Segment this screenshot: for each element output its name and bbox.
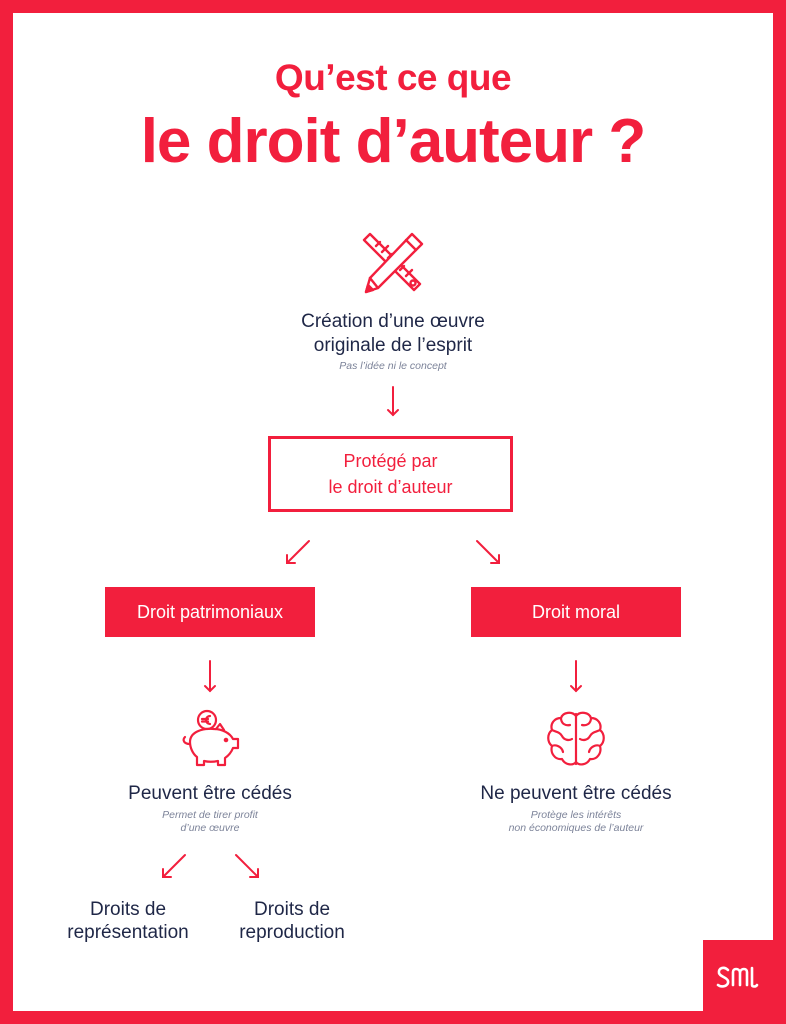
representation-rights-line-2: représentation xyxy=(67,922,189,943)
protected-box-line-2: le droit d’auteur xyxy=(328,477,453,497)
title-line-2: le droit d’auteur ? xyxy=(140,107,646,176)
left-note-line-2: d’une œuvre xyxy=(180,822,240,834)
arrow-down-left-icon xyxy=(282,538,312,568)
left-note-line-1: Permet de tirer profit xyxy=(162,809,258,821)
logo-badge xyxy=(703,940,773,1011)
arrow-down-right-icon xyxy=(474,538,504,568)
representation-rights-line-1: Droits de xyxy=(89,899,167,920)
arrow-down-icon xyxy=(385,386,401,418)
reproduction-rights-line-1: Droits de xyxy=(253,899,331,920)
patrimonial-rights-box xyxy=(105,587,315,637)
protected-box-line-1: Protégé par xyxy=(343,451,438,471)
ruler-pencil-icon xyxy=(362,232,424,294)
right-note-line-2: non économiques de l’auteur xyxy=(508,822,644,834)
snm-logo-icon xyxy=(716,964,760,990)
arrow-down-left-icon xyxy=(158,852,188,882)
creation-line-2: originale de l’esprit xyxy=(313,335,473,356)
patrimonial-rights-label: Droit patrimoniaux xyxy=(136,601,284,622)
moral-rights-label: Droit moral xyxy=(531,601,620,622)
right-result: Ne peuvent être cédés xyxy=(480,783,672,804)
creation-line-1: Création d’une œuvre xyxy=(301,311,485,332)
protected-box xyxy=(268,436,513,512)
right-note-line-1: Protège les intérêts xyxy=(530,809,622,821)
reproduction-rights-line-2: reproduction xyxy=(239,922,345,943)
creation-note: Pas l’idée ni le concept xyxy=(339,360,447,372)
brain-icon xyxy=(546,710,606,768)
arrow-down-icon xyxy=(568,660,584,694)
moral-rights-box xyxy=(471,587,681,637)
arrow-down-icon xyxy=(202,660,218,694)
arrow-down-right-icon xyxy=(233,852,263,882)
title-line-1: Qu’est ce que xyxy=(274,57,512,98)
left-result: Peuvent être cédés xyxy=(128,783,292,804)
piggy-bank-euro-icon xyxy=(178,708,242,770)
